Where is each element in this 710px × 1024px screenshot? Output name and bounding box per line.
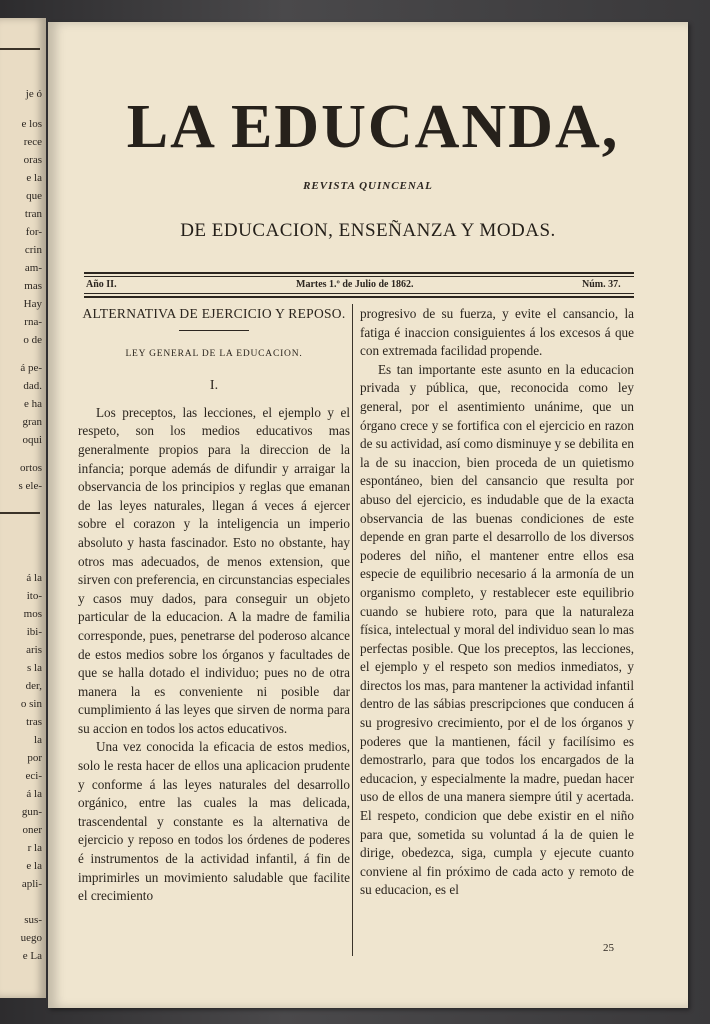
column-right [360,305,634,900]
margin-text-fragment: am- [24,262,42,274]
margin-text-fragment: mos [23,608,42,620]
page-number: 25 [603,942,614,954]
margin-text-fragment: e ha [23,398,42,410]
masthead-subtitle: REVISTA QUINCENAL [303,180,433,192]
column-divider [352,304,353,956]
margin-text-fragment: ito- [26,590,42,602]
newspaper-page [48,22,688,1008]
margin-text-fragment: á la [26,572,42,584]
margin-text-fragment: mas [24,280,42,292]
margin-text-fragment: oner [22,824,42,836]
margin-text-fragment: la [34,734,42,746]
margin-text-fragment: oqui [22,434,42,446]
issue-year: Año II. [86,279,117,290]
title-rule [179,330,249,331]
margin-text-fragment: crin [24,244,42,256]
margin-text-fragment: aris [26,644,42,656]
margin-text-fragment: rna- [24,316,42,328]
part-number: I. [209,378,219,394]
margin-text-fragment: e los [21,118,42,130]
margin-text-fragment: s la [27,662,42,674]
margin-text-fragment: oras [23,154,42,166]
margin-text-fragment: uego [20,932,42,944]
margin-text-fragment: ortos [20,462,42,474]
margin-rule [0,48,40,50]
header-rule-top [84,272,634,274]
margin-text-fragment: e la [26,860,42,872]
margin-text-fragment: o sin [20,698,42,710]
paragraph: Es tan importante este asunto en la educacion privada y pública, que, reconocida como ley general, por el asentimiento unánime, que un órgano crece y se fortifica con el ejercicio en razon de su actividad, así como disminuye y se debilita en la de su inaccion, bien proceda de un quietismo espontáneo, bien del cansancio que resulta por abuso del ejercicio, es indudable que de la exacta observancia de las buenas condiciones de este depende en gran parte el desarrollo de los diversos poderes del niño, el mantener entre ellos esa especie de equilibrio necesario á la armonía de un organismo completo, y restablecer este equilibrio cuando se hubiere roto, para que la naturaleza física, intelectual y moral del individuo sean lo mas perfectas posible. Que los preceptos, las lecciones, el ejemplo y el respeto son medios inmediatos, y directos los mas, para mantener la actividad infantil dentro de las sábias prescripciones que conducen á su progresivo crecimiento, por el de los órganos y poderes que la mantienen, fácil y facilísimo es demostrarlo, para que todos los encargados de la educacion, y especialmente la madre, puedan hacer uso de ellos de una manera siempre útil y acertada. El respeto, condicion que debe existir en el niño para que, sometida su voluntad á la de quien le dirige, obedezca, siga, cumpla y ejecute cuanto conviene al fin próximo de cada acto y remoto de su educacion, es el [360,361,634,898]
margin-rule [0,512,40,514]
margin-text-fragment: e La [22,950,42,962]
left-page-margin [0,18,46,998]
margin-text-fragment: eci- [25,770,42,782]
header-rule-bottom-thin [84,293,634,294]
masthead-title: LA EDUCANDA, [126,93,620,161]
article-title: ALTERNATIVA DE EJERCICIO Y REPOSO. [82,306,346,321]
margin-text-fragment: o de [23,334,42,346]
margin-text-fragment: gran [22,416,42,428]
margin-text-fragment: e la [26,172,42,184]
margin-text-fragment: je ó [25,88,42,100]
margin-text-fragment: dad. [23,380,42,392]
paragraph: progresivo de su fuerza, y evite el cansancio, la fatiga é inaccion consiguientes á los excesos á que con extremada facilidad propende. [360,306,634,359]
margin-text-fragment: s ele- [18,480,42,492]
section-heading: LEY GENERAL DE LA EDUCACION. [125,348,303,359]
margin-text-fragment: tran [24,208,42,220]
margin-text-fragment: for- [25,226,42,238]
margin-text-fragment: á la [26,788,42,800]
header-rule-bottom [84,296,634,298]
margin-text-fragment: Hay [23,298,42,310]
issue-date: Martes 1.º de Julio de 1862. [296,279,414,290]
paragraph: Los preceptos, las lecciones, el ejemplo y el respeto, son los medios educativos mas generalmente propios para la direccion de la infancia; porque además de difundir y arraigar la observancia de los principios y reglas que emanan de las leyes naturales, llegan á veces á ejercer sobre el corazon y la inteligencia un imperio absoluto y hasta fascinador. Esto no obstante, hay otros mas adecuados, de menos extension, que sirven con preferencia, en circunstancias especiales y casos muy dados, para conseguir un objeto particular de la educacion. A la madre de familia corresponde, pues, penetrarse del poderoso alcance de estos medios sobre los órganos y facultades de que se halla dotado el individuo; pues no de otra manera la es conveniente ni posible dar cumplimiento á las leyes que sirven de norma para su accion en todos los actos educativos. [78,404,350,736]
margin-text-fragment: gun- [21,806,42,818]
paragraph: Una vez conocida la eficacia de estos medios, solo le resta hacer de ellos una aplicacion prudente y conforme á las leyes naturales del desarrollo orgánico, entre las cuales la mas delicada, trascendental y constante es la alternativa de ejercicio y reposo en todos los órdenes de poderes é instrumentos de la actividad infantil, á fin de imprimirles un movimiento saludable que facilite el crecimiento [78,739,350,904]
column-left [78,305,350,906]
margin-text-fragment: tras [26,716,42,728]
margin-text-fragment: rece [23,136,42,148]
margin-text-fragment: á pe- [20,362,42,374]
margin-text-fragment: que [26,190,42,202]
masthead-subhead: DE EDUCACION, ENSEÑANZA Y MODAS. [180,220,556,241]
margin-text-fragment: apli- [21,878,42,890]
margin-text-fragment: ibi- [26,626,42,638]
margin-text-fragment: sus- [24,914,42,926]
margin-text-fragment: der, [25,680,42,692]
issue-number: Núm. 37. [582,279,621,290]
header-rule-top-thin [84,276,634,277]
margin-text-fragment: por [27,752,42,764]
margin-text-fragment: r la [27,842,42,854]
